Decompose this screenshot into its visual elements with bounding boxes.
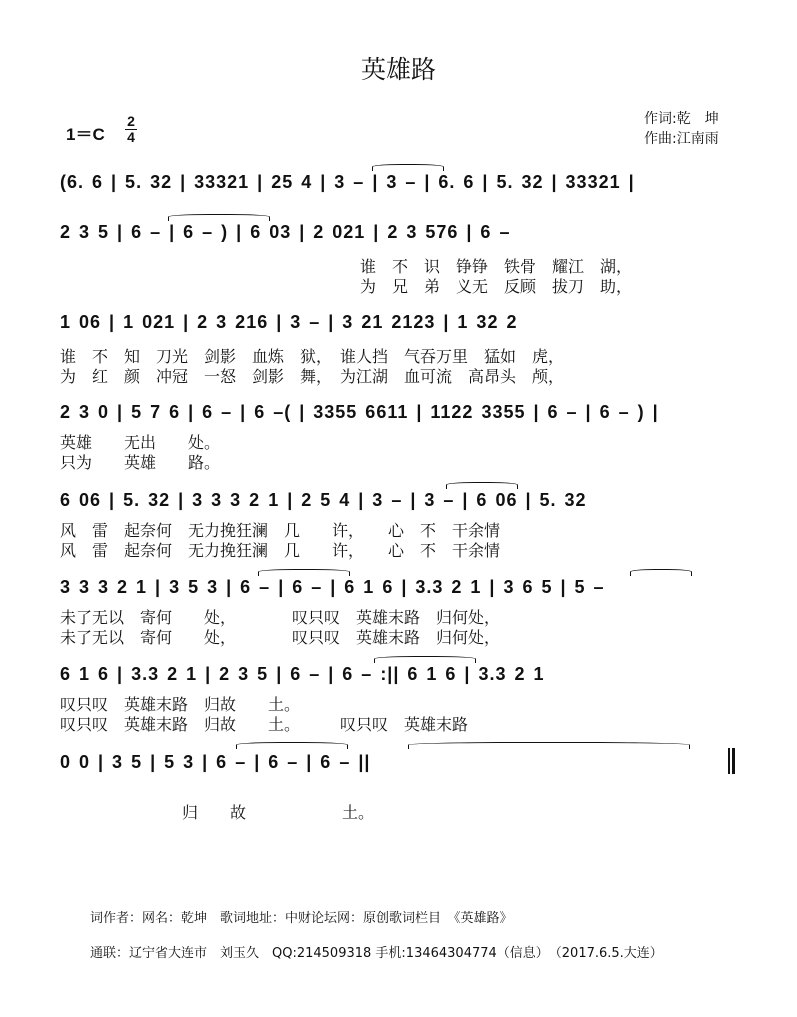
tie-arc xyxy=(258,569,350,576)
key-signature: 1＝C xyxy=(66,125,105,144)
staff-line-6: 3 3 3 2 1 | 3 5 3 | 6 – | 6 – | 6 1 6 | 3.3 2 1 | 3 6 5 | 5 – xyxy=(60,577,605,597)
lyrics-line-4a: 英雄 无出 处。 xyxy=(60,433,221,452)
lyrics-line-3b: 为 红 颜 冲冠 一怒 剑影 舞， 为江湖 血可流 高昂头 颅， xyxy=(60,367,565,386)
staff-line-7: 6 1 6 | 3.3 2 1 | 2 3 5 | 6 – | 6 – :|| 6 1 6 | 3.3 2 1 xyxy=(60,664,545,684)
staff-line-3: 1 06 | 1 021 | 2 3 216 | 3 – | 3 21 2123 | 1 32 2 xyxy=(60,312,518,332)
lyrics-line-7b: 叹只叹 英雄末路 归故 土。 叹只叹 英雄末路 xyxy=(60,715,469,734)
time-signature-top: 2 xyxy=(127,113,135,129)
tie-arc xyxy=(372,164,444,171)
tie-arc xyxy=(446,482,518,489)
composer-credit: 作曲:江南雨 xyxy=(644,131,719,147)
lyrics-line-7a: 叹只叹 英雄末路 归故 土。 xyxy=(60,695,301,714)
staff-line-1: (6. 6 | 5. 32 | 33321 | 25 4 | 3 – | 3 – | 6. 6 | 5. 32 | 33321 | xyxy=(60,172,635,192)
staff-line-2: 2 3 5 | 6 – | 6 – ) | 6 03 | 2 021 | 2 3 576 | 6 – xyxy=(60,222,511,242)
lyrics-line-8: 归 故 土。 xyxy=(182,803,375,822)
lyrics-line-6a: 未了无以 寄何 处， 叹只叹 英雄末路 归何处， xyxy=(60,608,501,627)
tie-arc xyxy=(408,742,690,749)
lyrics-line-5a: 风 雷 起奈何 无力挽狂澜 几 许， 心 不 干余情 xyxy=(60,521,501,540)
lyrics-line-2b: 为 兄 弟 义无 反顾 拔刀 助， xyxy=(360,277,633,296)
footer-contact-info: 通联：辽宁省大连市 刘玉久 QQ:214509318 手机:13464304774（信息） （2017.6.5.大连） xyxy=(90,946,663,961)
lyrics-line-4b: 只为 英雄 路。 xyxy=(60,453,221,472)
time-signature-bottom: 4 xyxy=(127,129,135,145)
lyrics-line-2a: 谁 不 识 铮铮 铁骨 耀江 湖， xyxy=(360,257,633,276)
tie-arc xyxy=(630,569,692,576)
final-barline-thick xyxy=(732,748,735,774)
lyrics-line-5b: 风 雷 起奈何 无力挽狂澜 几 许， 心 不 干余情 xyxy=(60,541,501,560)
staff-line-5: 6 06 | 5. 32 | 3 3 3 2 1 | 2 5 4 | 3 – | 3 – | 6 06 | 5. 32 xyxy=(60,490,587,510)
time-signature xyxy=(124,114,138,145)
tie-arc xyxy=(374,656,476,663)
tie-arc xyxy=(168,214,270,221)
lyrics-line-6b: 未了无以 寄何 处， 叹只叹 英雄末路 归何处， xyxy=(60,628,501,647)
song-title: 英雄路 xyxy=(360,55,436,84)
tie-arc xyxy=(236,742,348,749)
footer-author-info: 词作者：网名：乾坤 歌词地址：中财论坛网：原创歌词栏目 《英雄路》 xyxy=(90,911,513,926)
lyrics-line-3a: 谁 不 知 刀光 剑影 血炼 狱， 谁人挡 气吞万里 猛如 虎， xyxy=(60,347,565,366)
final-barline xyxy=(728,748,730,774)
lyricist-credit: 作词:乾 坤 xyxy=(644,111,719,127)
staff-line-8: 0 0 | 3 5 | 5 3 | 6 – | 6 – | 6 – || xyxy=(60,752,371,772)
staff-line-4: 2 3 0 | 5 7 6 | 6 – | 6 –( | 3355 6611 | 1122 3355 | 6 – | 6 – ) | xyxy=(60,402,659,422)
